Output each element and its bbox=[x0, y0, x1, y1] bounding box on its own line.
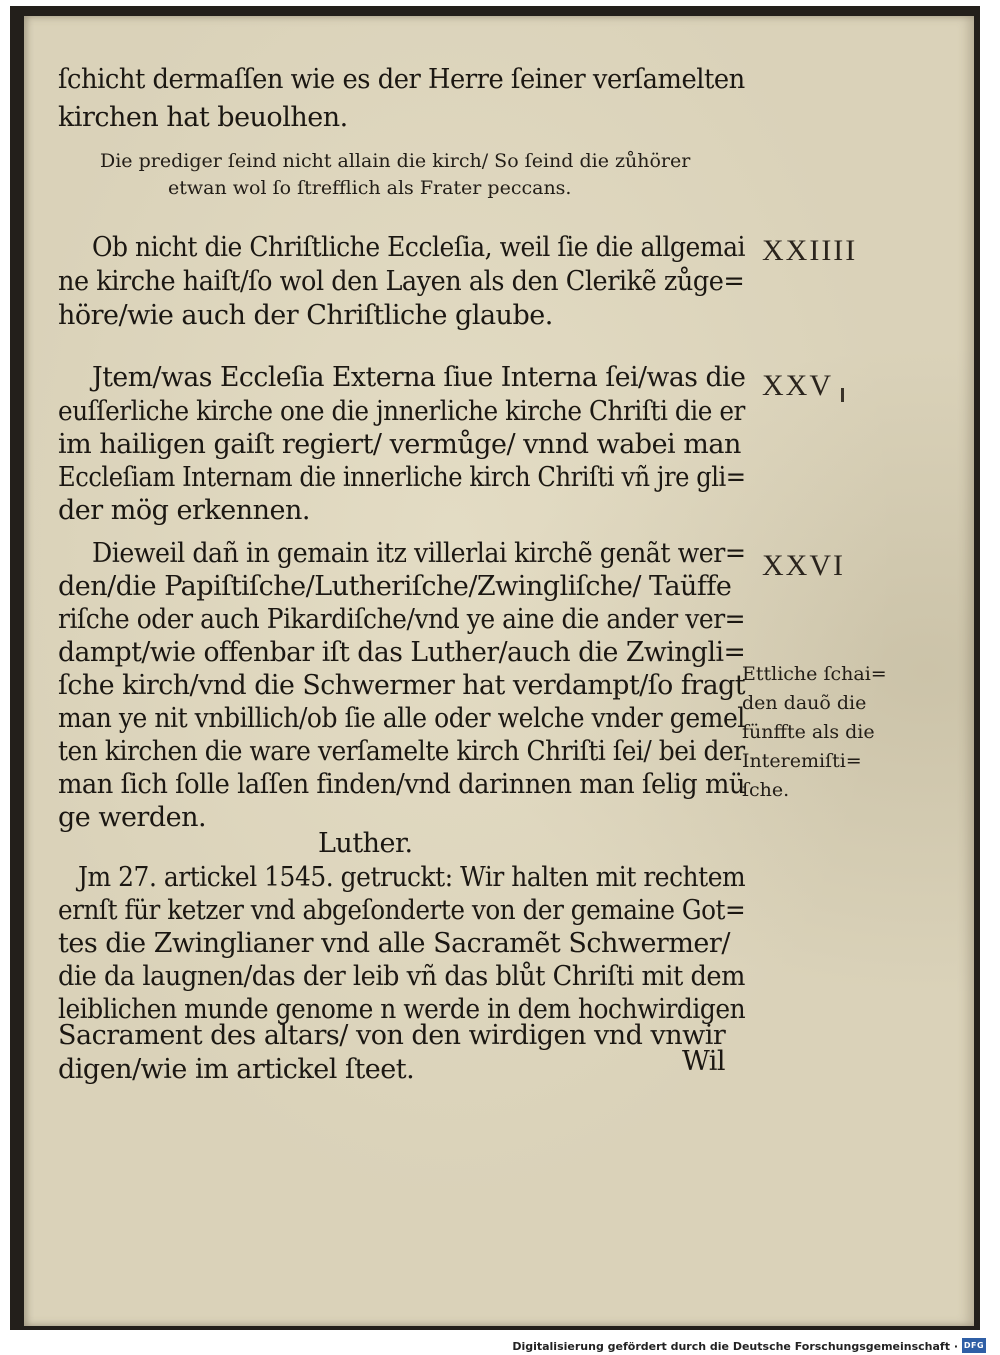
luther-line-4: die da laugnen/das der leib vñ das blůt Chriſti mit dem bbox=[58, 961, 745, 992]
luther-line-7: digen/wie im artickel ſteet. bbox=[58, 1054, 415, 1085]
top-line-1: ſchicht dermaſſen wie es der Herre ſeiner verſamelten bbox=[58, 64, 745, 95]
luther-line-6: Sacrament des altars/ von den wirdigen vnd vnwir bbox=[58, 1020, 726, 1051]
section-24-line-2: ne kirche haiſt/ſo wol den Layen als den Clerikẽ zůge= bbox=[58, 266, 745, 297]
subheading-line-1: Die prediger ſeind nicht allain die kirch/ So ſeind die zůhörer bbox=[100, 150, 691, 172]
section-24-line-3: höre/wie auch der Chriſtliche glaube. bbox=[58, 300, 553, 331]
section-26-line-9: ge werden. bbox=[58, 802, 207, 833]
ink-mark bbox=[841, 388, 844, 402]
margin-note-line-2: den dauõ die bbox=[742, 692, 867, 714]
margin-note-line-1: Ettliche ſchai= bbox=[742, 663, 887, 685]
section-26-line-1: Dieweil dañ in gemain itz villerlai kirchẽ genãt wer= bbox=[92, 538, 746, 569]
subheading-line-2: etwan wol ſo ſtrefflich als Frater peccans. bbox=[168, 177, 572, 199]
dfg-logo-icon: DFG bbox=[962, 1338, 986, 1353]
luther-heading: Luther. bbox=[318, 828, 413, 859]
luther-line-2: ernſt für ketzer vnd abgeſonderte von der gemaine Got= bbox=[58, 895, 746, 926]
luther-line-3: tes die Zwinglianer vnd alle Sacramẽt Schwermer/ bbox=[58, 928, 730, 959]
section-25-line-3: im hailigen gaiſt regiert/ vermůge/ vnnd wabei man bbox=[58, 429, 741, 460]
footer-separator: · bbox=[949, 1340, 958, 1353]
margin-note-line-3: fünffte als die bbox=[742, 721, 875, 743]
section-26-line-2: den/die Papiſtiſche/Lutheriſche/Zwingliſche/ Taüffe bbox=[58, 571, 732, 602]
section-25-line-5: der mög erkennen. bbox=[58, 495, 310, 526]
luther-line-5: leiblichen munde genome n werde in dem hochwirdigen bbox=[58, 994, 746, 1025]
section-26-line-3: riſche oder auch Pikardiſche/vnd ye aine die ander ver= bbox=[58, 604, 746, 635]
section-25-line-4: Eccleſiam Internam die innerliche kirch Chriſti vñ jre gli= bbox=[58, 462, 746, 493]
section-26-line-7: ten kirchen die ware verſamelte kirch Chriſti ſei/ bei der bbox=[58, 736, 745, 767]
section-26-numeral: XXVI bbox=[762, 549, 845, 582]
section-26-line-8: man ſich ſolle laſſen finden/vnd darinnen man ſelig mü bbox=[58, 769, 745, 800]
margin-note-line-5: ſche. bbox=[742, 779, 790, 801]
top-line-2: kirchen hat beuolhen. bbox=[58, 102, 348, 133]
section-25-line-1: Jtem/was Eccleſia Externa ſiue Interna ſei/was die bbox=[92, 362, 746, 393]
footer-credit-text: Digitalisierung gefördert durch die Deutsche Forschungsgemeinschaft bbox=[512, 1340, 950, 1353]
section-24-line-1: Ob nicht die Chriſtliche Eccleſia, weil ſie die allgemai bbox=[92, 232, 746, 263]
section-26-line-6: man ye nit vnbillich/ob ſie alle oder welche vnder gemel bbox=[58, 703, 745, 734]
section-25-line-2: euſſerliche kirche one die jnnerliche kirche Chriſti die er bbox=[58, 396, 745, 427]
margin-note bbox=[742, 660, 887, 805]
section-26-line-5: ſche kirch/vnd die Schwermer hat verdampt/ſo fragt bbox=[58, 670, 746, 701]
section-26-line-4: dampt/wie offenbar iſt das Luther/auch die Zwingli= bbox=[58, 637, 746, 668]
margin-note-line-4: Interemiſti= bbox=[742, 750, 862, 772]
catchword: Wil bbox=[682, 1046, 726, 1077]
section-25-numeral: XXV bbox=[762, 369, 833, 402]
luther-line-1: Jm 27. artickel 1545. getruckt: Wir halten mit rechtem bbox=[78, 862, 746, 893]
section-24-numeral: XXIIII bbox=[762, 234, 858, 267]
footer-credit bbox=[512, 1340, 958, 1353]
